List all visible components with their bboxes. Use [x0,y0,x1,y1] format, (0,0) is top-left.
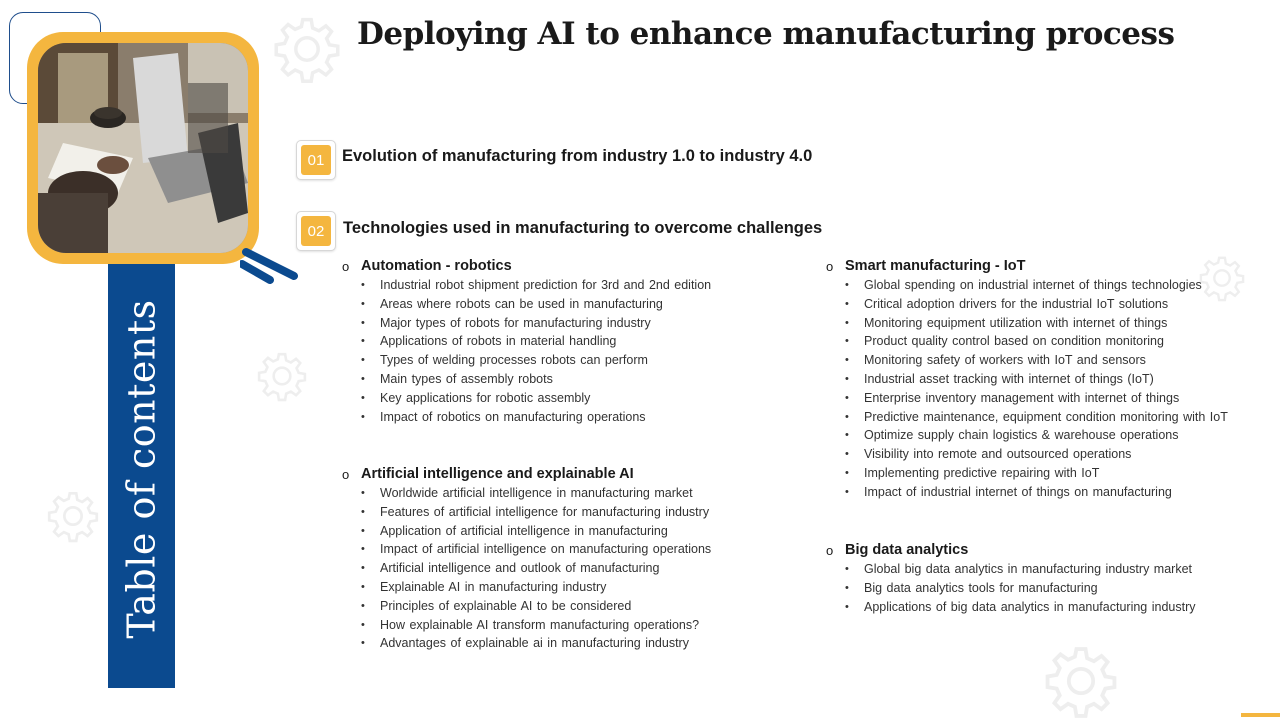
gear-icon [46,489,100,543]
section-title: Evolution of manufacturing from industry 1.0 to industry 4.0 [342,147,813,165]
section-title: Technologies used in manufacturing to overcome challenges [343,219,823,237]
subsection-automation [342,257,711,426]
subsection-bigdata [826,541,1196,616]
list-item: • Product quality control based on condition monitoring [826,332,1228,351]
list-item: • Critical adoption drivers for the industrial IoT solutions [826,295,1228,314]
list-item: • Advantages of explainable ai in manufacturing industry [342,634,711,653]
gear-icon [1043,643,1119,719]
list-item: • Areas where robots can be used in manufacturing [342,295,711,314]
office-photo [38,43,248,253]
list-item: • Impact of robotics on manufacturing operations [342,408,711,427]
subsection-list [826,560,1196,616]
list-item: • Optimize supply chain logistics & warehouse operations [826,426,1228,445]
list-item: • Industrial asset tracking with internet of things (IoT) [826,370,1228,389]
list-item: • Monitoring safety of workers with IoT and sensors [826,351,1228,370]
subsection-list [342,484,711,653]
list-item: • Big data analytics tools for manufacturing [826,579,1196,598]
gear-icon [256,350,308,402]
subsection-list [342,276,711,426]
subsection-heading: o Big data analytics [826,541,1196,560]
list-item: • Applications of robots in material handling [342,332,711,351]
list-item: • Application of artificial intelligence in manufacturing [342,522,711,541]
list-item: • How explainable AI transform manufacturing operations? [342,616,711,635]
list-item: • Impact of industrial internet of things on manufacturing [826,483,1228,502]
subsection-ai [342,465,711,653]
subsection-heading: o Automation - robotics [342,257,711,276]
list-item: • Types of welding processes robots can perform [342,351,711,370]
list-item: • Explainable AI in manufacturing industry [342,578,711,597]
section-number: 02 [301,216,331,246]
list-item: • Main types of assembly robots [342,370,711,389]
list-item: • Monitoring equipment utilization with internet of things [826,314,1228,333]
list-item: • Predictive maintenance, equipment condition monitoring with IoT [826,408,1228,427]
list-item: • Industrial robot shipment prediction for 3rd and 2nd edition [342,276,711,295]
list-item: • Global spending on industrial internet of things technologies [826,276,1228,295]
magnifier-handle [240,238,300,288]
gear-icon [272,14,342,84]
list-item: • Key applications for robotic assembly [342,389,711,408]
section-number: 01 [301,145,331,175]
list-item: • Applications of big data analytics in manufacturing industry [826,598,1196,617]
list-item: • Features of artificial intelligence for manufacturing industry [342,503,711,522]
section-number-badge [296,140,336,180]
list-item: • Worldwide artificial intelligence in manufacturing market [342,484,711,503]
list-item: • Principles of explainable AI to be considered [342,597,711,616]
subsection-list [826,276,1228,502]
section-number-badge [296,211,336,251]
list-item: • Visibility into remote and outsourced operations [826,445,1228,464]
sidebar-title: Table of contents [119,299,164,639]
list-item: • Impact of artificial intelligence on manufacturing operations [342,540,711,559]
list-item: • Enterprise inventory management with internet of things [826,389,1228,408]
page-title: Deploying AI to enhance manufacturing process [357,16,1175,52]
subsection-heading: o Artificial intelligence and explainable AI [342,465,711,484]
sidebar-title-container [108,250,175,688]
list-item: • Artificial intelligence and outlook of manufacturing [342,559,711,578]
list-item: • Global big data analytics in manufacturing industry market [826,560,1196,579]
subsection-heading: o Smart manufacturing - IoT [826,257,1228,276]
list-item: • Major types of robots for manufacturing industry [342,314,711,333]
bottom-accent-bar [1241,713,1280,717]
list-item: • Implementing predictive repairing with IoT [826,464,1228,483]
subsection-iot [826,257,1228,502]
